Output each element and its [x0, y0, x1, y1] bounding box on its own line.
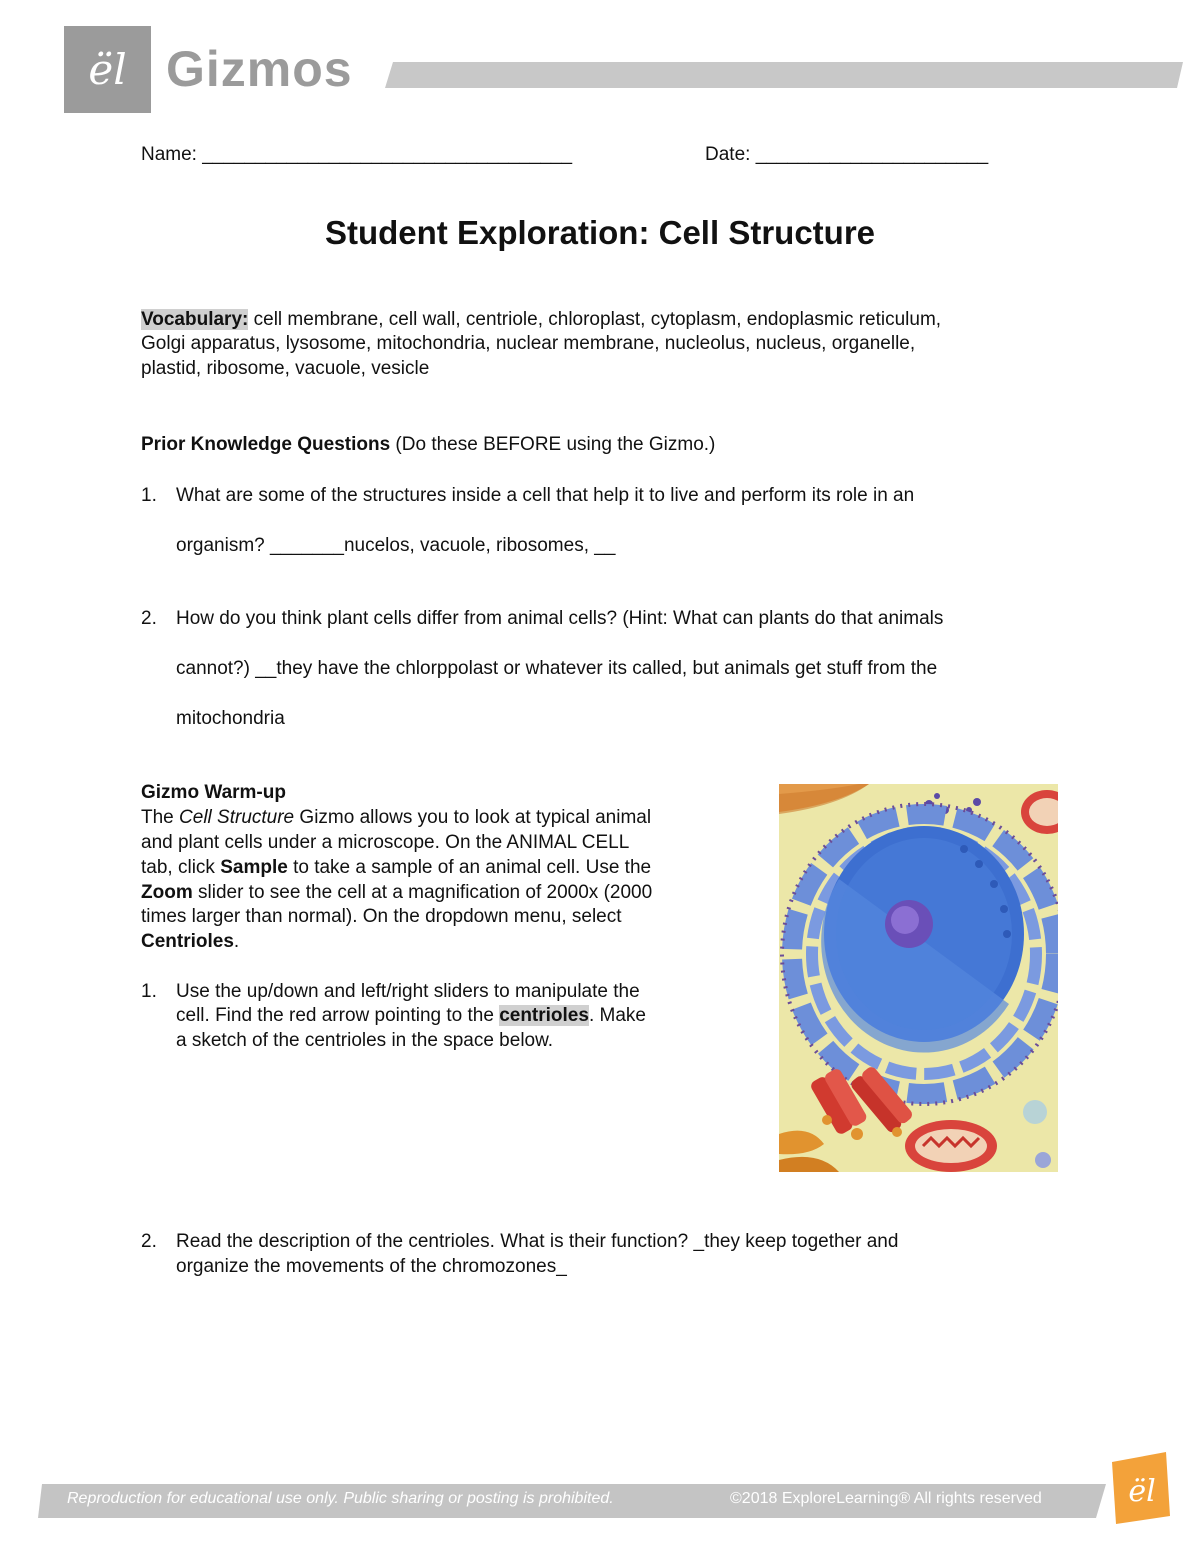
prior-q2-line-1: How do you think plant cells differ from animal cells? (Hint: What can plants do that animals — [176, 608, 944, 629]
warmup-line-5: times larger than normal). On the dropdown menu, select — [141, 906, 622, 927]
vocabulary-label: Vocabulary: — [141, 309, 249, 330]
question-number: 1. — [141, 485, 157, 506]
footer-copyright: ©2018 ExploreLearning® All rights reserved — [730, 1490, 1042, 1507]
warmup-line-3 — [141, 857, 651, 879]
warmup-line-2: and plant cells under a microscope. On the ANIMAL CELL — [141, 832, 630, 853]
prior-heading-label: Prior Knowledge Questions — [141, 434, 391, 455]
prior-q1-line-1: What are some of the structures inside a cell that help it to live and perform its role in an — [176, 485, 915, 506]
explorelearning-logo: ël — [88, 45, 127, 94]
zoom-keyword: Zoom — [141, 882, 193, 903]
warmup-q1-line-2 — [176, 1005, 646, 1027]
warmup-q1-line-3: a sketch of the centrioles in the space below. — [176, 1030, 554, 1051]
footer-disclaimer: Reproduction for educational use only. Public sharing or posting is prohibited. — [67, 1490, 614, 1507]
sample-keyword: Sample — [220, 857, 288, 878]
prior-q2-line-3: mitochondria — [176, 708, 285, 729]
warmup-text: to take a sample of an animal cell. Use the — [287, 857, 652, 878]
question-number: 2. — [141, 1231, 157, 1252]
page-title: Student Exploration: Cell Structure — [324, 214, 876, 251]
warmup-q2-line-2: organize the movements of the chromozones_ — [176, 1256, 567, 1277]
centrioles-keyword: Centrioles — [141, 931, 234, 952]
warmup-q2-line-1: Read the description of the centrioles. What is their function? _they keep together and — [176, 1231, 899, 1252]
warmup-text: slider to see the cell at a magnification of 2000x (2000 — [192, 882, 653, 903]
prior-knowledge-heading — [141, 434, 715, 456]
centrioles-highlight: centrioles — [499, 1005, 589, 1026]
warmup-line-1 — [141, 807, 651, 829]
warmup-text: cell. Find the red arrow pointing to the — [176, 1005, 500, 1026]
prior-q1-line-2: organism? _______nucelos, vacuole, ribosomes, __ — [176, 535, 616, 556]
question-number: 2. — [141, 608, 157, 629]
warmup-heading: Gizmo Warm-up — [141, 782, 286, 803]
warmup-text: tab, click — [141, 857, 221, 878]
date-field: Date: ______________________ — [705, 144, 989, 165]
cell-illustration — [779, 784, 1058, 1172]
vocabulary-line-3: plastid, ribosome, vacuole, vesicle — [141, 358, 430, 379]
gizmo-name: Cell Structure — [179, 807, 295, 828]
name-field: Name: ___________________________________ — [141, 144, 573, 165]
prior-q2-line-2: cannot?) __they have the chlorppolast or whatever its called, but animals get stuff from the — [176, 658, 938, 679]
question-number: 1. — [141, 981, 157, 1002]
warmup-text: Gizmo allows you to look at typical animal — [294, 807, 652, 828]
vocabulary-text-1: cell membrane, cell wall, centriole, chloroplast, cytoplasm, endoplasmic reticulum, — [248, 309, 942, 330]
explorelearning-footer-logo — [1104, 1446, 1174, 1526]
brand-name: Gizmos — [166, 41, 353, 97]
warmup-line-6 — [141, 931, 239, 953]
warmup-text: . — [233, 931, 240, 952]
warmup-text: The — [141, 807, 180, 828]
vocabulary-line-2: Golgi apparatus, lysosome, mitochondria, nuclear membrane, nucleolus, nucleus, organelle, — [141, 333, 916, 354]
vocabulary-line-1 — [141, 309, 941, 331]
prior-heading-note: (Do these BEFORE using the Gizmo.) — [390, 434, 716, 455]
warmup-line-4 — [141, 882, 652, 904]
svg-text:ël: ël — [1128, 1474, 1156, 1509]
warmup-q1-line-1: Use the up/down and left/right sliders to manipulate the — [176, 981, 640, 1002]
warmup-text: . Make — [588, 1005, 646, 1026]
header-bar — [385, 62, 1183, 88]
